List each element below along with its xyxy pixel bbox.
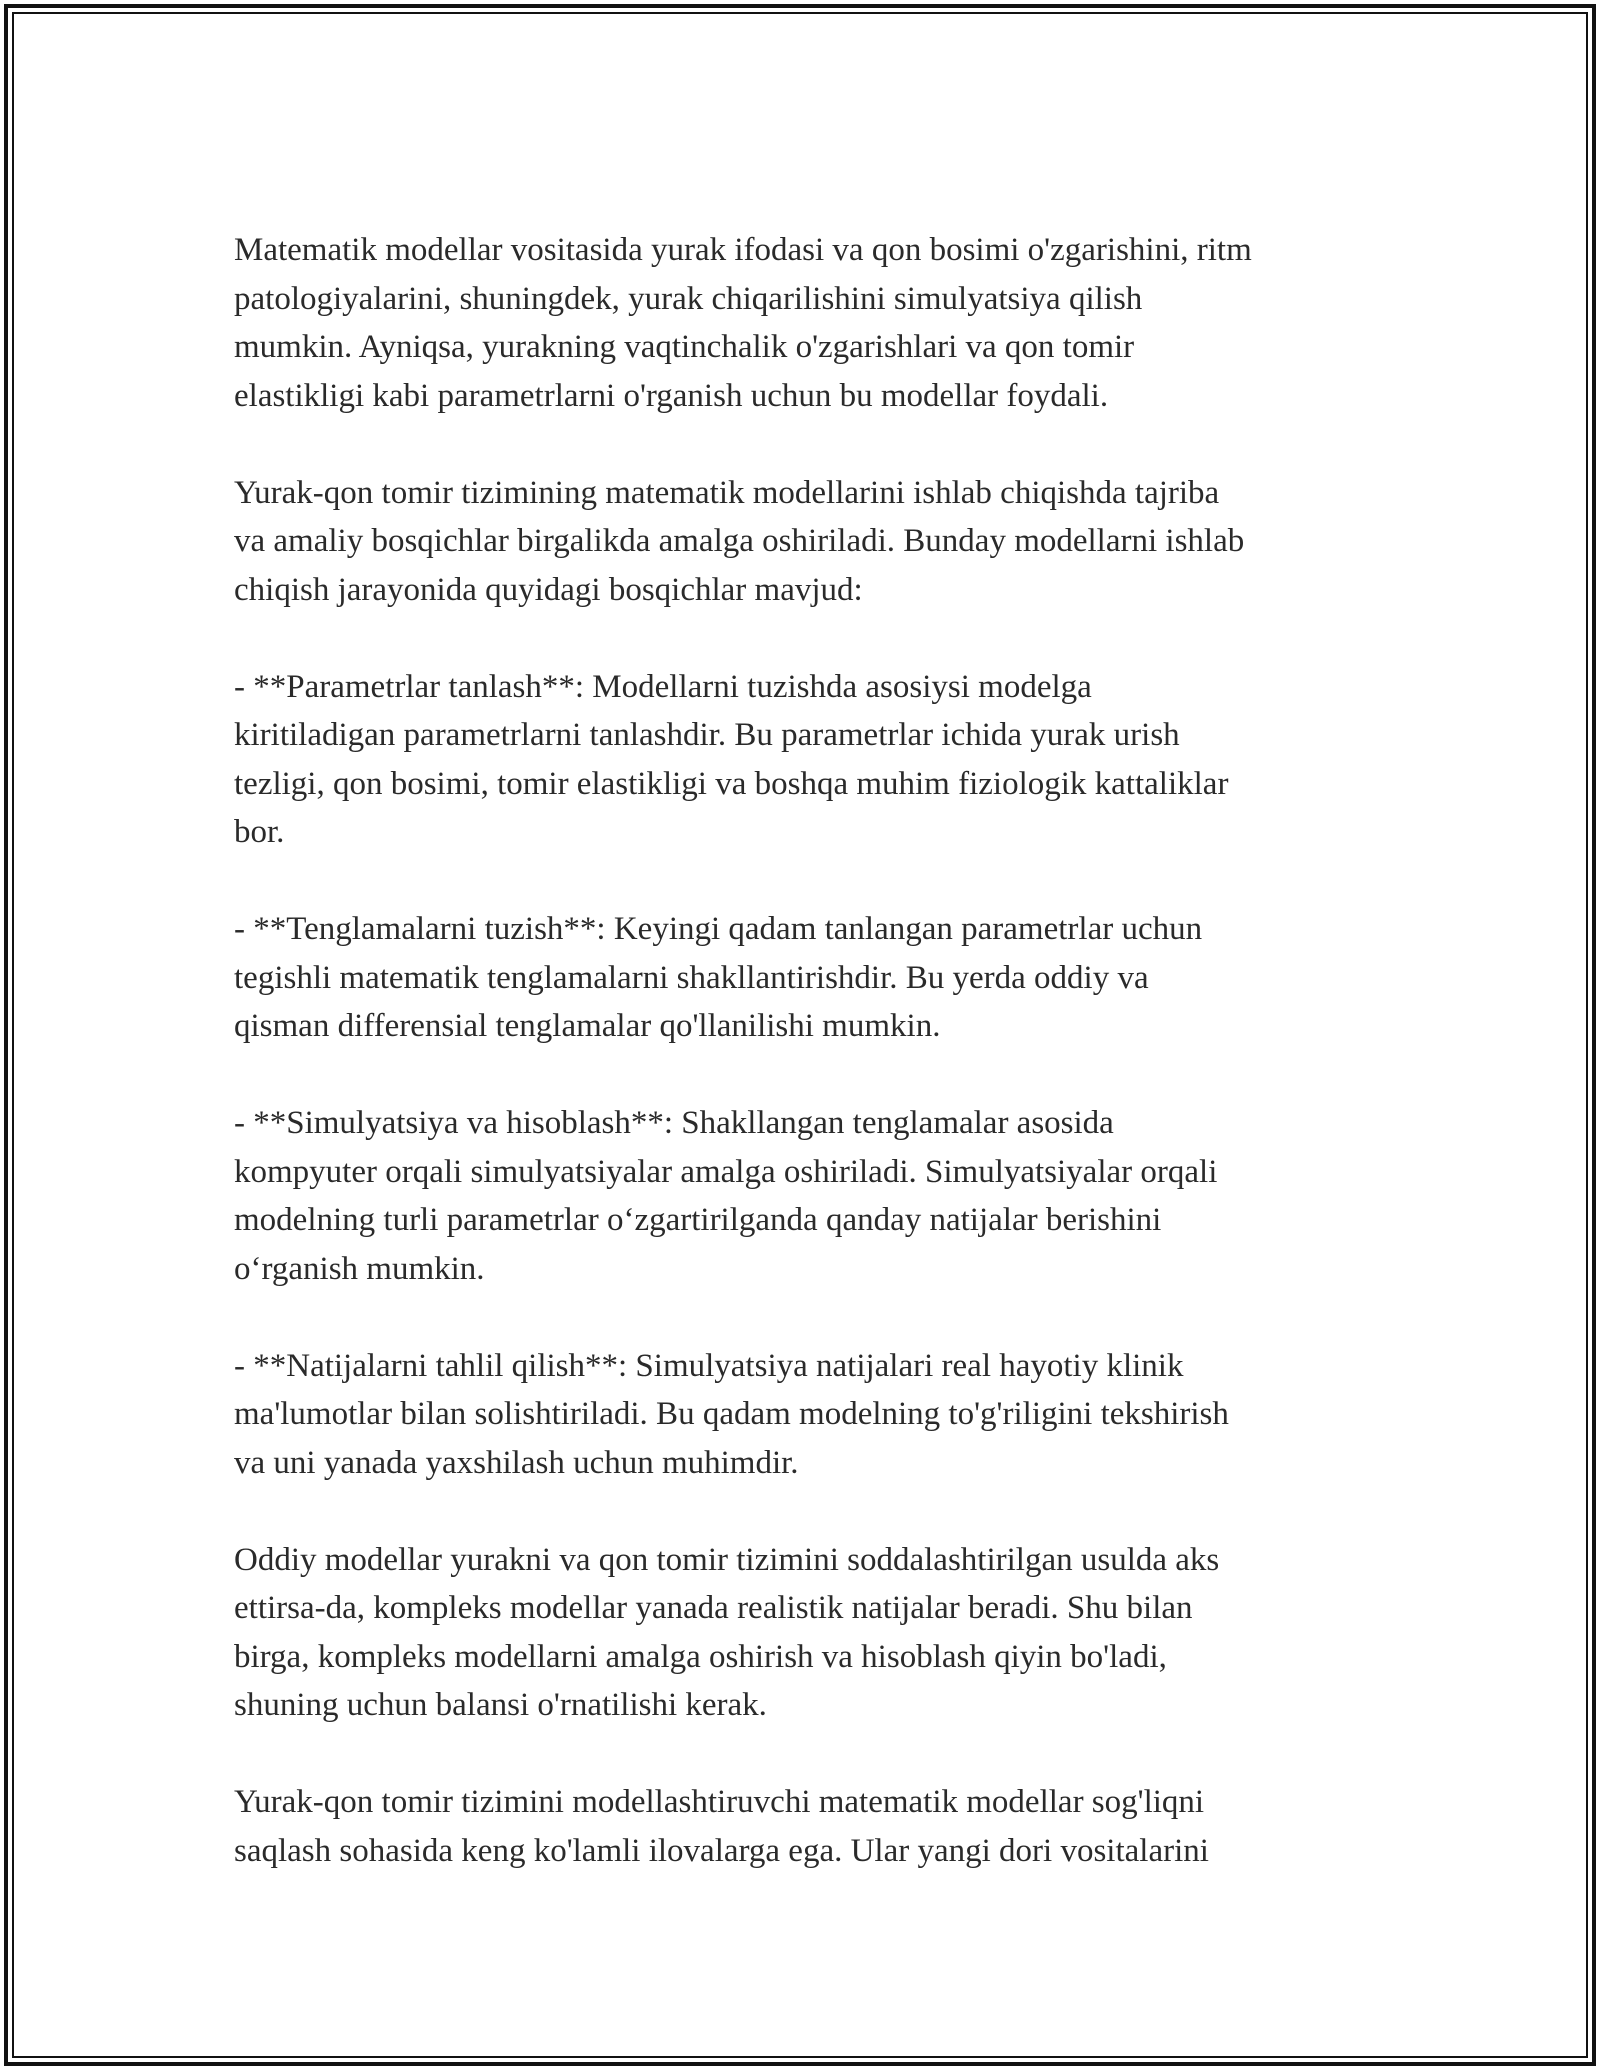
list-item-result-analysis: - **Natijalarni tahlil qilish**: Simulyatsiya natijalari real hayotiy klinik ma'lumotlar bilan solishtiriladi. Bu qadam modelning to'g'riligini tekshirish va uni yanada yaxshilash uchun muhimdir. — [234, 1347, 1229, 1481]
list-item-parameter-selection: - **Parametrlar tanlash**: Modellarni tuzishda asosiysi modelga kiritiladigan parametrlarni tanlashdir. Bu parametrlar ichida yurak urish tezligi, qon bosimi, tomir elastikligi va boshqa muhim fiziologik kattaliklar bor. — [234, 668, 1229, 850]
paragraph-development-stages: Yurak-qon tomir tizimining matematik modellarini ishlab chiqishda tajriba va amaliy bosqichlar birgalikda amalga oshiriladi. Bunday modellarni ishlab chiqish jarayonida quyidagi bosqichlar mavjud: — [234, 474, 1245, 608]
paragraph-intro: Matematik modellar vositasida yurak ifodasi va qon bosimi o'zgarishini, ritm patologiyalarini, shuningdek, yurak chiqarilishini simulyatsiya qilish mumkin. Ayniqsa, yurakning vaqtinchalik o'zgarishlari va qon tomir elastikligi kabi parametrlarni o'rganish uchun bu modellar foydali. — [234, 232, 1252, 414]
paragraph-simple-vs-complex-models: Oddiy modellar yurakni va qon tomir tizimini soddalashtirilgan usulda aks ettirsa-da, kompleks modellar yanada realistik natijalar beradi. Shu bilan birga, kompleks modellarni amalga oshirish va hisoblash qiyin bo'ladi, shuning uchun balansi o'rnatilishi kerak. — [234, 1541, 1220, 1723]
list-item-equation-building: - **Tenglamalarni tuzish**: Keyingi qadam tanlangan parametrlar uchun tegishli matematik tenglamalarni shakllantirishdir. Bu yerda oddiy va qisman differensial tenglamalar qo'llanilishi mumkin. — [234, 911, 1203, 1044]
paragraph-applications: Yurak-qon tomir tizimini modellashtiruvchi matematik modellar sog'liqni saqlash sohasida keng ko'lamli ilovalarga ega. Ular yangi dori vositalarini — [234, 1784, 1209, 1869]
list-item-simulation: - **Simulyatsiya va hisoblash**: Shakllangan tenglamalar asosida kompyuter orqali simulyatsiyalar amalga oshiriladi. Simulyatsiyalar orqali modelning turli parametrlar o‘zgartirilganda qanday natijalar berishini o‘rganish mumkin. — [234, 1105, 1218, 1287]
document-body — [234, 226, 1384, 1924]
